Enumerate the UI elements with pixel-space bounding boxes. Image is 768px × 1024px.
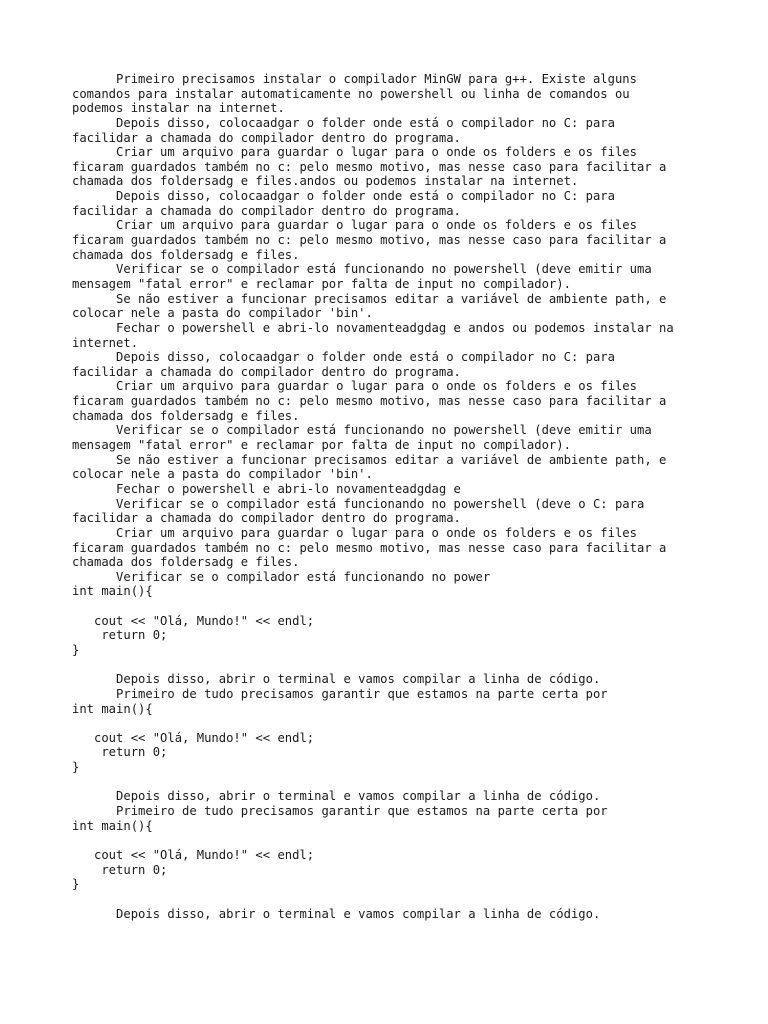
text-line: Criar um arquivo para guardar o lugar para o onde os folders e os files: [72, 525, 637, 540]
text-line: chamada dos foldersadg e files.: [72, 247, 300, 262]
text-line: return 0;: [72, 862, 168, 877]
text-line: [72, 599, 712, 614]
text-line: Criar um arquivo para guardar o lugar para o onde os folders e os files: [72, 218, 637, 233]
text-line: ficaram guardados também no c: pelo mesmo motivo, mas nesse caso para facilitar a: [72, 394, 667, 409]
text-line: Depois disso, abrir o terminal e vamos compilar a linha de código.: [72, 789, 601, 804]
text-line: colocar nele a pasta do compilador 'bin'.: [72, 467, 373, 482]
text-line: facilidar a chamada do compilador dentro do programa.: [72, 130, 461, 145]
text-line: Depois disso, colocaadgar o folder onde está o compilador no C: para: [72, 350, 615, 365]
text-line: [72, 833, 712, 848]
text-line: int main(){: [72, 584, 153, 599]
text-line: podemos instalar na internet.: [72, 101, 285, 116]
text-line: comandos para instalar automaticamente no powershell ou linha de comandos ou: [72, 86, 630, 101]
text-line: mensagem "fatal error" e reclamar por falta de input no compilador).: [72, 438, 571, 453]
text-line: facilidar a chamada do compilador dentro do programa.: [72, 203, 461, 218]
text-line: }: [72, 877, 80, 892]
text-line: [72, 892, 712, 907]
text-line: facilidar a chamada do compilador dentro do programa.: [72, 511, 461, 526]
text-line: Se não estiver a funcionar precisamos editar a variável de ambiente path, e: [72, 291, 667, 306]
text-line: int main(){: [72, 818, 153, 833]
text-line: Verificar se o compilador está funcionando no power: [72, 569, 491, 584]
text-line: cout << "Olá, Mundo!" << endl;: [72, 847, 315, 862]
text-line: Fechar o powershell e abri-lo novamenteadgdag e: [72, 481, 461, 496]
text-line: cout << "Olá, Mundo!" << endl;: [72, 730, 315, 745]
text-line: }: [72, 760, 80, 775]
text-line: Verificar se o compilador está funcionando no powershell (deve o C: para: [72, 496, 645, 511]
text-line: [72, 775, 712, 790]
text-line: Se não estiver a funcionar precisamos editar a variável de ambiente path, e: [72, 452, 667, 467]
text-line: cout << "Olá, Mundo!" << endl;: [72, 613, 315, 628]
text-line: chamada dos foldersadg e files.: [72, 555, 300, 570]
text-line: Primeiro de tudo precisamos garantir que estamos na parte certa por: [72, 686, 608, 701]
text-line: Criar um arquivo para guardar o lugar para o onde os folders e os files: [72, 379, 637, 394]
text-line: [72, 658, 712, 673]
text-line: facilidar a chamada do compilador dentro do programa.: [72, 364, 461, 379]
document-body: [72, 72, 712, 921]
text-line: Verificar se o compilador está funcionando no powershell (deve emitir uma: [72, 423, 652, 438]
text-line: chamada dos foldersadg e files.andos ou podemos instalar na internet.: [72, 174, 579, 189]
text-line: Depois disso, colocaadgar o folder onde está o compilador no C: para: [72, 115, 615, 130]
text-line: internet.: [72, 335, 139, 350]
text-line: Criar um arquivo para guardar o lugar para o onde os folders e os files: [72, 145, 637, 160]
text-line: chamada dos foldersadg e files.: [72, 408, 300, 423]
text-line: Depois disso, abrir o terminal e vamos compilar a linha de código.: [72, 672, 601, 687]
text-line: [72, 716, 712, 731]
text-line: Primeiro precisamos instalar o compilador MinGW para g++. Existe alguns: [72, 72, 637, 86]
text-line: ficaram guardados também no c: pelo mesmo motivo, mas nesse caso para facilitar a: [72, 233, 667, 248]
text-line: return 0;: [72, 745, 168, 760]
text-line: colocar nele a pasta do compilador 'bin'.: [72, 306, 373, 321]
text-line: ficaram guardados também no c: pelo mesmo motivo, mas nesse caso para facilitar a: [72, 540, 667, 555]
text-line: ficaram guardados também no c: pelo mesmo motivo, mas nesse caso para facilitar a: [72, 159, 667, 174]
text-line: Fechar o powershell e abri-lo novamenteadgdag e andos ou podemos instalar na: [72, 320, 674, 335]
text-line: Depois disso, colocaadgar o folder onde está o compilador no C: para: [72, 189, 615, 204]
text-line: Depois disso, abrir o terminal e vamos compilar a linha de código.: [72, 906, 601, 921]
text-line: }: [72, 642, 80, 657]
document-page: [72, 72, 712, 921]
text-line: Verificar se o compilador está funcionando no powershell (deve emitir uma: [72, 262, 652, 277]
text-line: return 0;: [72, 628, 168, 643]
text-line: Primeiro de tudo precisamos garantir que estamos na parte certa por: [72, 804, 608, 819]
text-line: mensagem "fatal error" e reclamar por falta de input no compilador).: [72, 276, 571, 291]
text-line: int main(){: [72, 701, 153, 716]
